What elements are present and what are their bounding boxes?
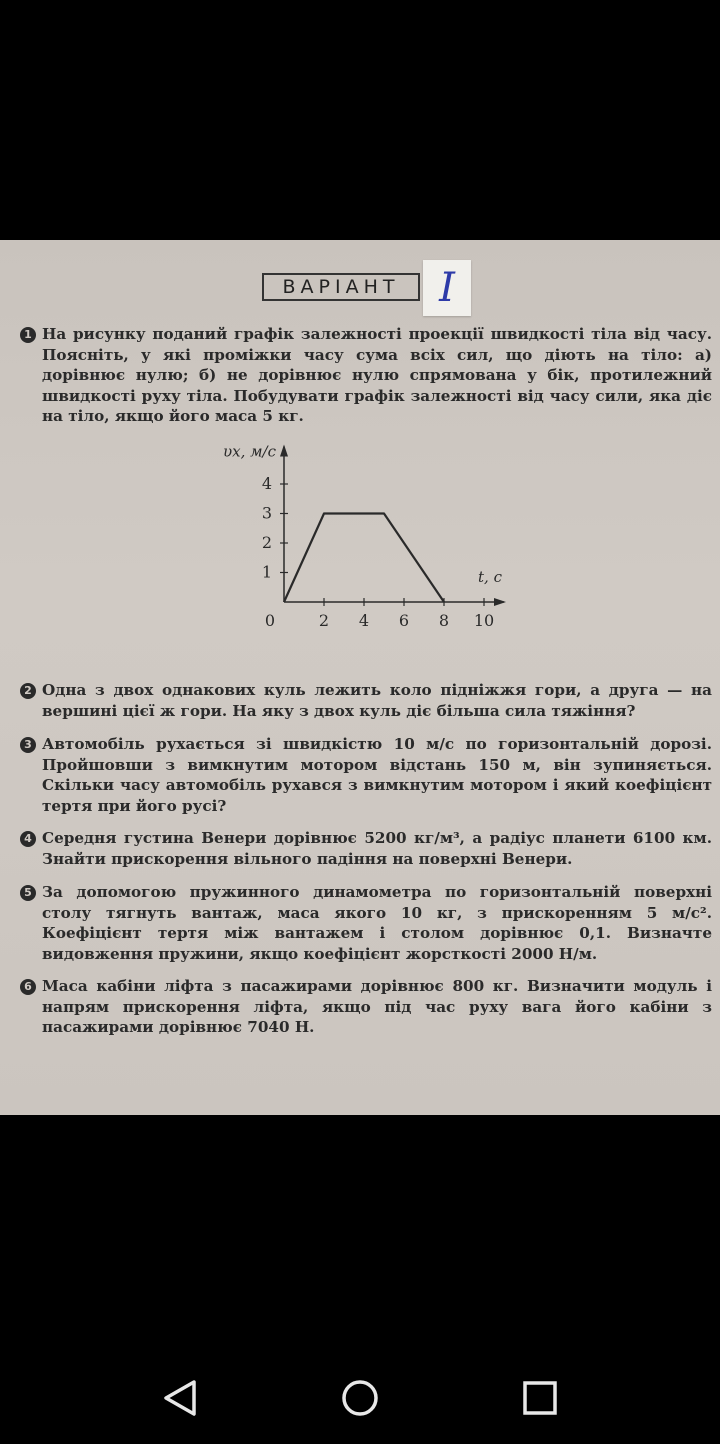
y-tick-label: 1 — [262, 563, 272, 582]
problem-number: 2 — [20, 683, 36, 699]
problem-5 — [20, 882, 712, 964]
velocity-graph — [200, 440, 520, 640]
problem-text: На рисунку поданий графік залежності проекції швидкості тіла від часу. Поясніть, у які проміжки часу сума всіх сил, що діють на тіло: а) дорівнює нулю; б) не дорівнює нулю спрямована у бік, протилежний швидкості руху тіла. Побудувати графік залежності від часу сили, яка діє на тіло, якщо його маса 5 кг. — [42, 324, 712, 427]
home-button[interactable] — [344, 1382, 376, 1414]
variant-title: ВАРІАНТ — [262, 273, 420, 301]
problem-text: За допомогою пружинного динамометра по горизонтальній поверхні столу тягнуть вантаж, маса якого 10 кг, з прискоренням 5 м/с². Коефіцієнт тертя між вантажем і столом дорівнює 0,1. Визначте видовження пружини, якщо коефіцієнт жорсткості 2000 Н/м. — [42, 882, 712, 964]
x-tick-label: 10 — [474, 611, 494, 630]
problem-text: Автомобіль рухається зі швидкістю 10 м/с по горизонтальній дорозі. Пройшовши з вимкнутим мотором відстань 150 м, він зупиняється. Скільки часу автомобіль рухався з вимкнутим мотором і який коефіцієнт тертя при його русі? — [42, 734, 712, 816]
problem-4 — [20, 828, 712, 869]
problem-text: Середня густина Венери дорівнює 5200 кг/м³, а радіус планети 6100 км. Знайти прискорення вільного падіння на поверхні Венери. — [42, 828, 712, 869]
x-tick-label: 4 — [359, 611, 369, 630]
y-tick-label: 4 — [262, 474, 272, 493]
y-axis-label: υx, м/с — [223, 443, 277, 461]
problem-number: 6 — [20, 979, 36, 995]
problem-text: Одна з двох однакових куль лежить коло підніжжя гори, а друга — на вершині цієї ж гори. На яку з двох куль діє більша сила тяжіння? — [42, 680, 712, 721]
y-axis-arrow — [280, 445, 288, 457]
y-tick-label: 2 — [262, 533, 272, 552]
x-tick-label: 0 — [265, 611, 275, 630]
x-tick-label: 6 — [399, 611, 409, 630]
x-axis-label: t, с — [478, 568, 503, 586]
x-tick-label: 2 — [319, 611, 329, 630]
back-icon — [166, 1382, 194, 1414]
recents-button[interactable] — [525, 1383, 555, 1413]
problem-text: Маса кабіни ліфта з пасажирами дорівнює 800 кг. Визначити модуль і напрям прискорення ліфта, якщо під час руху вага його кабіни з пасажирами дорівнює 7040 Н. — [42, 976, 712, 1038]
x-tick-label: 8 — [439, 611, 449, 630]
problem-6 — [20, 976, 712, 1038]
x-axis-arrow — [494, 598, 506, 606]
y-tick-label: 3 — [262, 504, 272, 523]
problem-number: 1 — [20, 327, 36, 343]
textbook-photo — [0, 240, 720, 1115]
home-icon — [344, 1382, 376, 1414]
problem-number: 3 — [20, 737, 36, 753]
problem-number: 4 — [20, 831, 36, 847]
recents-icon — [525, 1383, 555, 1413]
variant-sticker: I — [423, 260, 471, 316]
problem-1 — [20, 324, 712, 427]
problem-3 — [20, 734, 712, 816]
series-line — [284, 514, 444, 603]
problem-2 — [20, 680, 712, 721]
android-nav-bar — [0, 1340, 720, 1440]
back-button[interactable] — [166, 1382, 194, 1414]
problem-number: 5 — [20, 885, 36, 901]
